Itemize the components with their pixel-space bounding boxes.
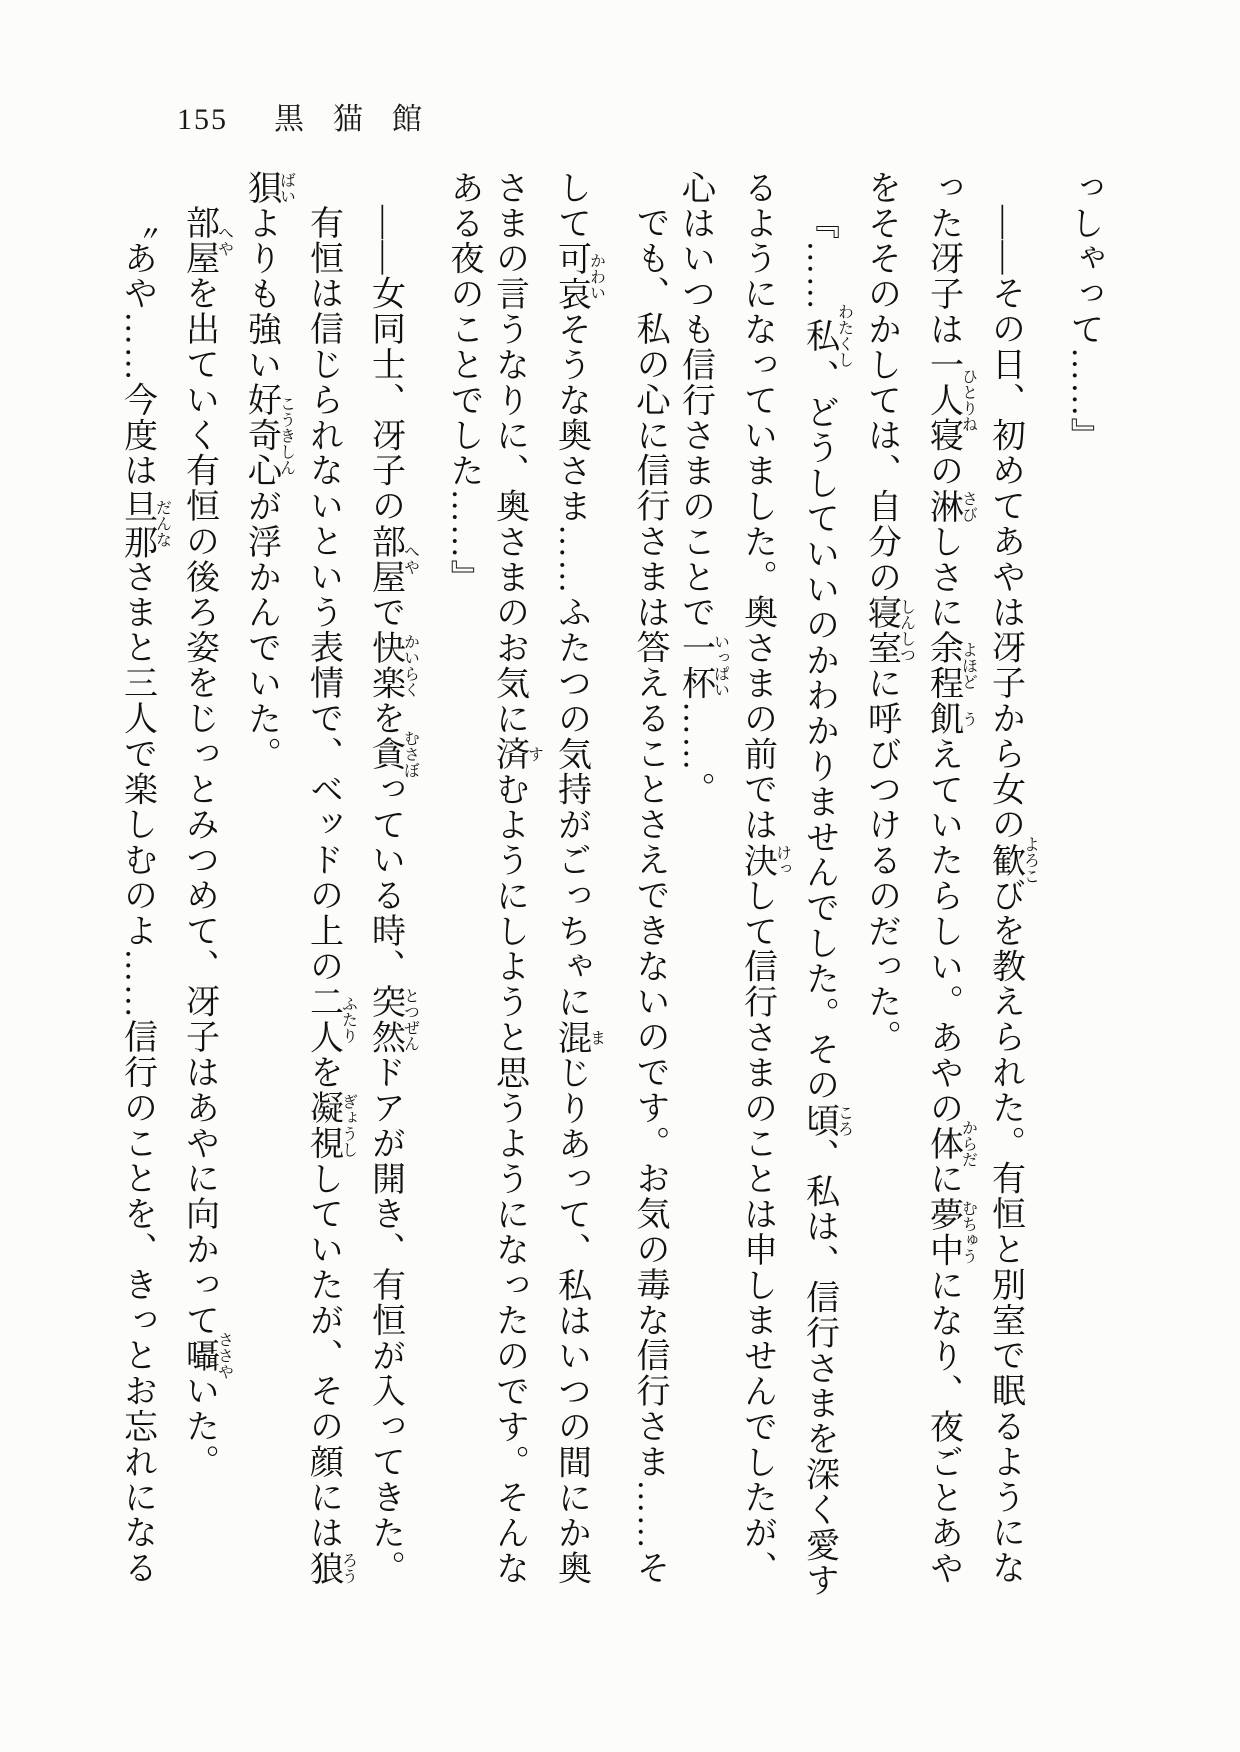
text-column: 心はいつも信行さまのことで一杯いっぱい……。	[676, 170, 729, 808]
text-column: ――その日、初めてあやは冴子から女の歓よろこびを教えられた。有恒と別室で眠るようにな	[986, 205, 1039, 1586]
ruby-annotated-word: 決けっ	[738, 842, 791, 879]
ruby-annotated-word: 部屋へや	[180, 205, 233, 277]
text-column: して可哀かわいそうな奥さま……ふたつの気持がごっちゃに混まじりあって、私はいつの間にか奥	[552, 170, 605, 1587]
text-column: っしゃって……』	[1065, 170, 1102, 454]
ruby-annotated-word: 二人ふたり	[304, 984, 357, 1056]
text-column: ある夜のことでした……』	[445, 170, 482, 595]
ruby-annotated-word: 可哀かわい	[552, 240, 605, 312]
ruby-annotated-word: 一人寝ひとりね	[924, 347, 977, 454]
ruby-annotated-word: 寝室しんしつ	[862, 594, 915, 666]
text-column: でも、私の心に信行さまは答えることさえできないのです。お気の毒な信行さま……そ	[631, 205, 668, 1586]
ruby-annotated-word: 余程よほど	[924, 630, 977, 702]
ruby-annotated-word: 一杯いっぱい	[676, 630, 729, 702]
page-number: 155	[177, 103, 228, 136]
ruby-annotated-word: 旦那だんな	[118, 488, 171, 560]
page-header	[177, 94, 451, 138]
ruby-annotated-word: 部屋へや	[366, 524, 419, 595]
text-column: ――女同士、冴子の部屋へやで快楽かいらくを貪むさぼっている時、突然とつぜんドアが開き、有恒が入ってきた。	[366, 205, 419, 1587]
text-column: 『……私わたくし、どうしていいのかわかりませんでした。その頃ころ、私は、信行さまを深く愛す	[800, 205, 853, 1599]
text-column: をそそのかしては、自分の寝室しんしつに呼びつけるのだった。	[862, 170, 915, 1056]
ruby-annotated-word: 体からだ	[924, 1119, 977, 1168]
ruby-annotated-word: 好奇心こうきしん	[242, 382, 295, 489]
ruby-annotated-word: 凝視ぎょうし	[304, 1090, 357, 1162]
text-column: 有恒は信じられないという表情で、ベッドの上の二人ふたりを凝視ぎょうししていたが、その顔には狼ろう	[304, 205, 357, 1587]
ruby-annotated-word: 飢う	[924, 701, 977, 737]
text-column: るようになっていました。奥さまの前では決けっして信行さまのことは申しませんでしたが、	[738, 170, 791, 1587]
text-column: さまの言うなりに、奥さまのお気に済すむようにしようと思うようになったのです。そんな	[490, 170, 543, 1587]
ruby-annotated-word: 狼ろう	[304, 1550, 357, 1587]
ruby-annotated-word: 突然とつぜん	[366, 984, 419, 1056]
ruby-annotated-word: 淋さび	[924, 488, 977, 525]
ruby-annotated-word: 狽ばい	[242, 170, 295, 206]
ruby-annotated-word: 私わたくし	[800, 303, 853, 368]
text-column: 部屋へやを出ていく有恒の後ろ姿をじっとみつめて、冴子はあやに向かって囁ささやいた。	[180, 205, 233, 1480]
book-title: 黒猫館	[274, 103, 451, 136]
ruby-annotated-word: 混ま	[552, 1019, 605, 1056]
text-columns	[108, 170, 1102, 1599]
ruby-annotated-word: 貪むさぼ	[366, 730, 419, 779]
ruby-annotated-word: 夢中むちゅう	[924, 1196, 977, 1268]
ruby-annotated-word: 快楽かいらく	[366, 630, 419, 702]
ruby-annotated-word: 囁ささや	[180, 1331, 233, 1380]
text-column: 狽ばいよりも強い好奇心こうきしんが浮かんでいた。	[242, 170, 295, 772]
text-column: 〝あや……今度は旦那だんなさまと三人で楽しむのよ……信行のことを、きっとお忘れになる	[118, 205, 171, 1587]
text-column: った冴子は一人寝ひとりねの淋さびしさに余程よほど飢うえていたらしい。あやの体からだに夢中むちゅうになり、夜ごとあや	[924, 170, 977, 1587]
ruby-annotated-word: 頃ころ	[800, 1103, 853, 1139]
ruby-annotated-word: 歓よろこ	[986, 836, 1039, 885]
ruby-annotated-word: 済す	[490, 736, 543, 772]
